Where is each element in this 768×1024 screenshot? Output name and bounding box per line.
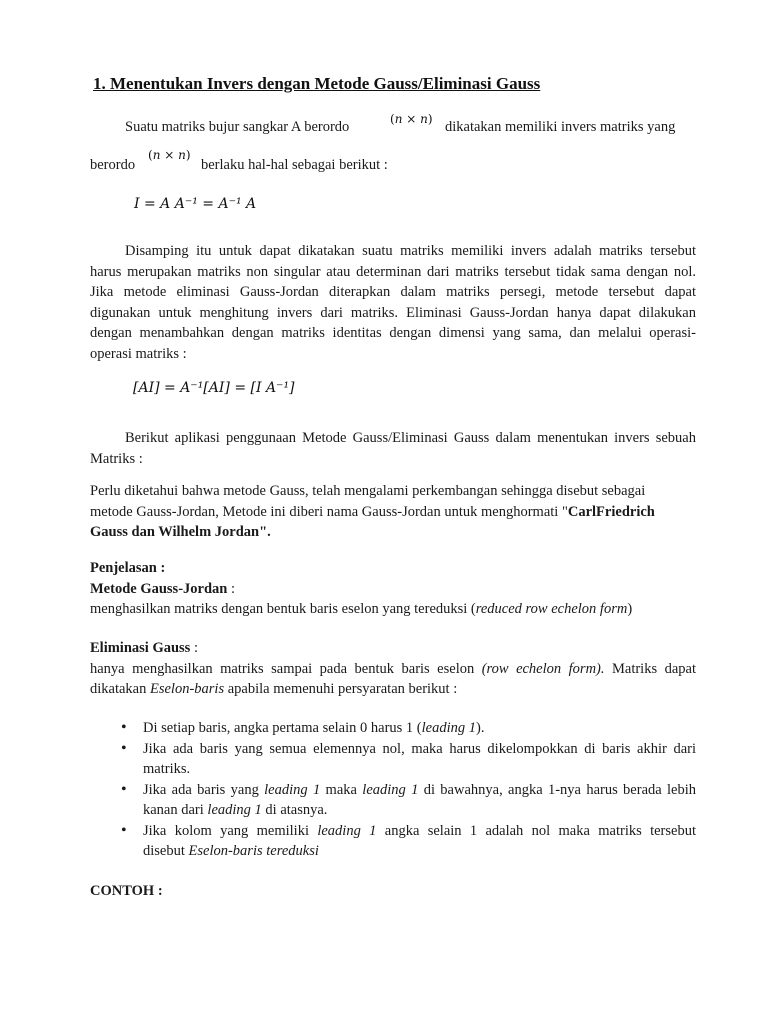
penjelasan-heading: Penjelasan : [90, 560, 166, 576]
bullet1-end: ). [476, 720, 485, 736]
name-carl-friedrich: CarlFriedrich [567, 503, 655, 520]
list-item [116, 739, 696, 780]
bullet4-line1 [143, 821, 696, 842]
row-echelon-term: (row echelon form). [481, 660, 605, 677]
para2-line: operasi matriks : [90, 345, 187, 362]
bullet3-text-a: Jika ada baris yang [143, 781, 265, 798]
bullet3-line1 [143, 780, 696, 801]
eliminasi-line1 [90, 659, 696, 680]
leading-one-term: leading 1 [362, 781, 419, 798]
gauss-jordan-colon: : [227, 580, 236, 597]
contoh-heading: CONTOH : [90, 883, 163, 899]
bullet3-text-c: di bawahnya, angka 1-nya harus berada lebih [418, 781, 697, 798]
bullet3-text-e: di atasnya. [261, 802, 328, 818]
bullet2-line1: • Jika ada baris yang semua elemennya nol, maka harus dikelompokkan di baris akhir dari [143, 740, 696, 757]
requirements-list [116, 718, 696, 862]
gauss-jordan-heading: Metode Gauss-Jordan [90, 580, 228, 597]
bullet4-text-c: disebut [143, 843, 189, 859]
bullet4-line2 [143, 841, 696, 862]
para3 [90, 428, 696, 469]
para2-line: Jika metode eliminasi Gauss-Jordan diterapkan dalam matriks persegi, metode tersebut dapat [90, 284, 696, 300]
leading-one-term: leading 1 [207, 802, 262, 818]
section-title: 1. Menentukan Invers dengan Metode Gauss/Eliminasi Gauss [93, 74, 541, 93]
bullet1-text: Di setiap baris, angka pertama selain 0 harus 1 ( [143, 720, 422, 736]
bullet2-line2: matriks. [143, 761, 191, 777]
eselon-baris-tereduksi-term: Eselon-baris tereduksi [188, 843, 319, 859]
gauss-jordan-text: menghasilkan matriks dengan bentuk baris eselon yang tereduksi ( [90, 601, 476, 617]
eselon-baris-term: Eselon-baris [150, 681, 225, 697]
order-expression-2: (n × n) [148, 148, 191, 162]
leading-one-term: leading 1 [264, 781, 321, 798]
eliminasi-heading: Eliminasi Gauss [90, 640, 191, 656]
eliminasi-line1-end: Matriks dapat [604, 660, 696, 677]
leading-one-term: leading 1 [421, 720, 477, 736]
eliminasi-line2-end: apabila memenuhi persyaratan berikut : [224, 681, 458, 697]
order-expr-text: n × n [394, 112, 428, 126]
eliminasi-line2 [90, 679, 696, 700]
para1-line1-start: Suatu matriks bujur sangkar A berordo [125, 119, 350, 135]
para2-line: dengan menambahkan dengan matriks identitas dengan dimensi yang sama, dan melalui operasi- [90, 325, 696, 341]
bullet3-text-b: maka [320, 781, 363, 798]
eliminasi-line1-text: hanya menghasilkan matriks sampai pada bentuk baris eselon [90, 660, 482, 677]
list-item [116, 718, 696, 739]
list-item [116, 780, 696, 821]
eliminasi-line2-text: dikatakan [90, 681, 150, 697]
para4-line1: Perlu diketahui bahwa metode Gauss, telah mengalami perkembangan sehingga disebut sebagai [90, 483, 646, 499]
para1-line2-end: berlaku hal-hal sebagai berikut : [201, 157, 388, 173]
para3-line1: Berikut aplikasi penggunaan Metode Gauss/Eliminasi Gauss dalam menentukan invers sebuah [125, 430, 696, 446]
order-expr-text-2: n × n [152, 148, 186, 162]
bullet4-text-b: angka selain 1 adalah nol maka matriks tersebut [376, 822, 696, 839]
para2-line: digunakan untuk menghitung invers dari matriks. Eliminasi Gauss-Jordan hanya dapat dilakukan [90, 304, 696, 321]
list-item [116, 821, 696, 862]
para4-line2-text: metode Gauss-Jordan, Metode ini diberi nama Gauss-Jordan untuk menghormati " [90, 503, 568, 520]
bullet3-text-d: kanan dari [143, 802, 208, 818]
penjelasan-section [90, 558, 700, 620]
gauss-jordan-close: ) [627, 601, 633, 617]
para2-line: harus merupakan matriks non singular atau determinan dari matriks tersebut tidak sama dengan nol. [90, 263, 696, 280]
bullet3-line2 [143, 800, 696, 821]
eliminasi-section [90, 638, 696, 700]
eliminasi-colon: : [190, 640, 198, 656]
order-expression-1: (n × n) [390, 112, 433, 126]
para2 [90, 241, 696, 364]
formula-inverse-identity: I = A A⁻¹ = A⁻¹ A [134, 196, 257, 212]
para1-line2-start: berordo [90, 157, 136, 173]
formula-gauss-jordan: [AI] = A⁻¹[AI] = [I A⁻¹] [133, 380, 295, 396]
para4-line2 [90, 502, 690, 523]
para2-line: Disamping itu untuk dapat dikatakan suatu matriks memiliki invers adalah matriks tersebut [125, 243, 696, 259]
bullet4-text-a: Jika kolom yang memiliki [143, 822, 318, 839]
leading-one-term: leading 1 [317, 822, 377, 839]
para1-line1-end: dikatakan memiliki invers matriks yang [445, 119, 676, 135]
para4 [90, 481, 690, 543]
reduced-row-echelon-term: reduced row echelon form [475, 601, 628, 617]
para3-line2: Matriks : [90, 450, 143, 467]
name-gauss-jordan: Gauss dan Wilhelm Jordan". [90, 524, 271, 540]
gauss-jordan-description [90, 599, 700, 620]
